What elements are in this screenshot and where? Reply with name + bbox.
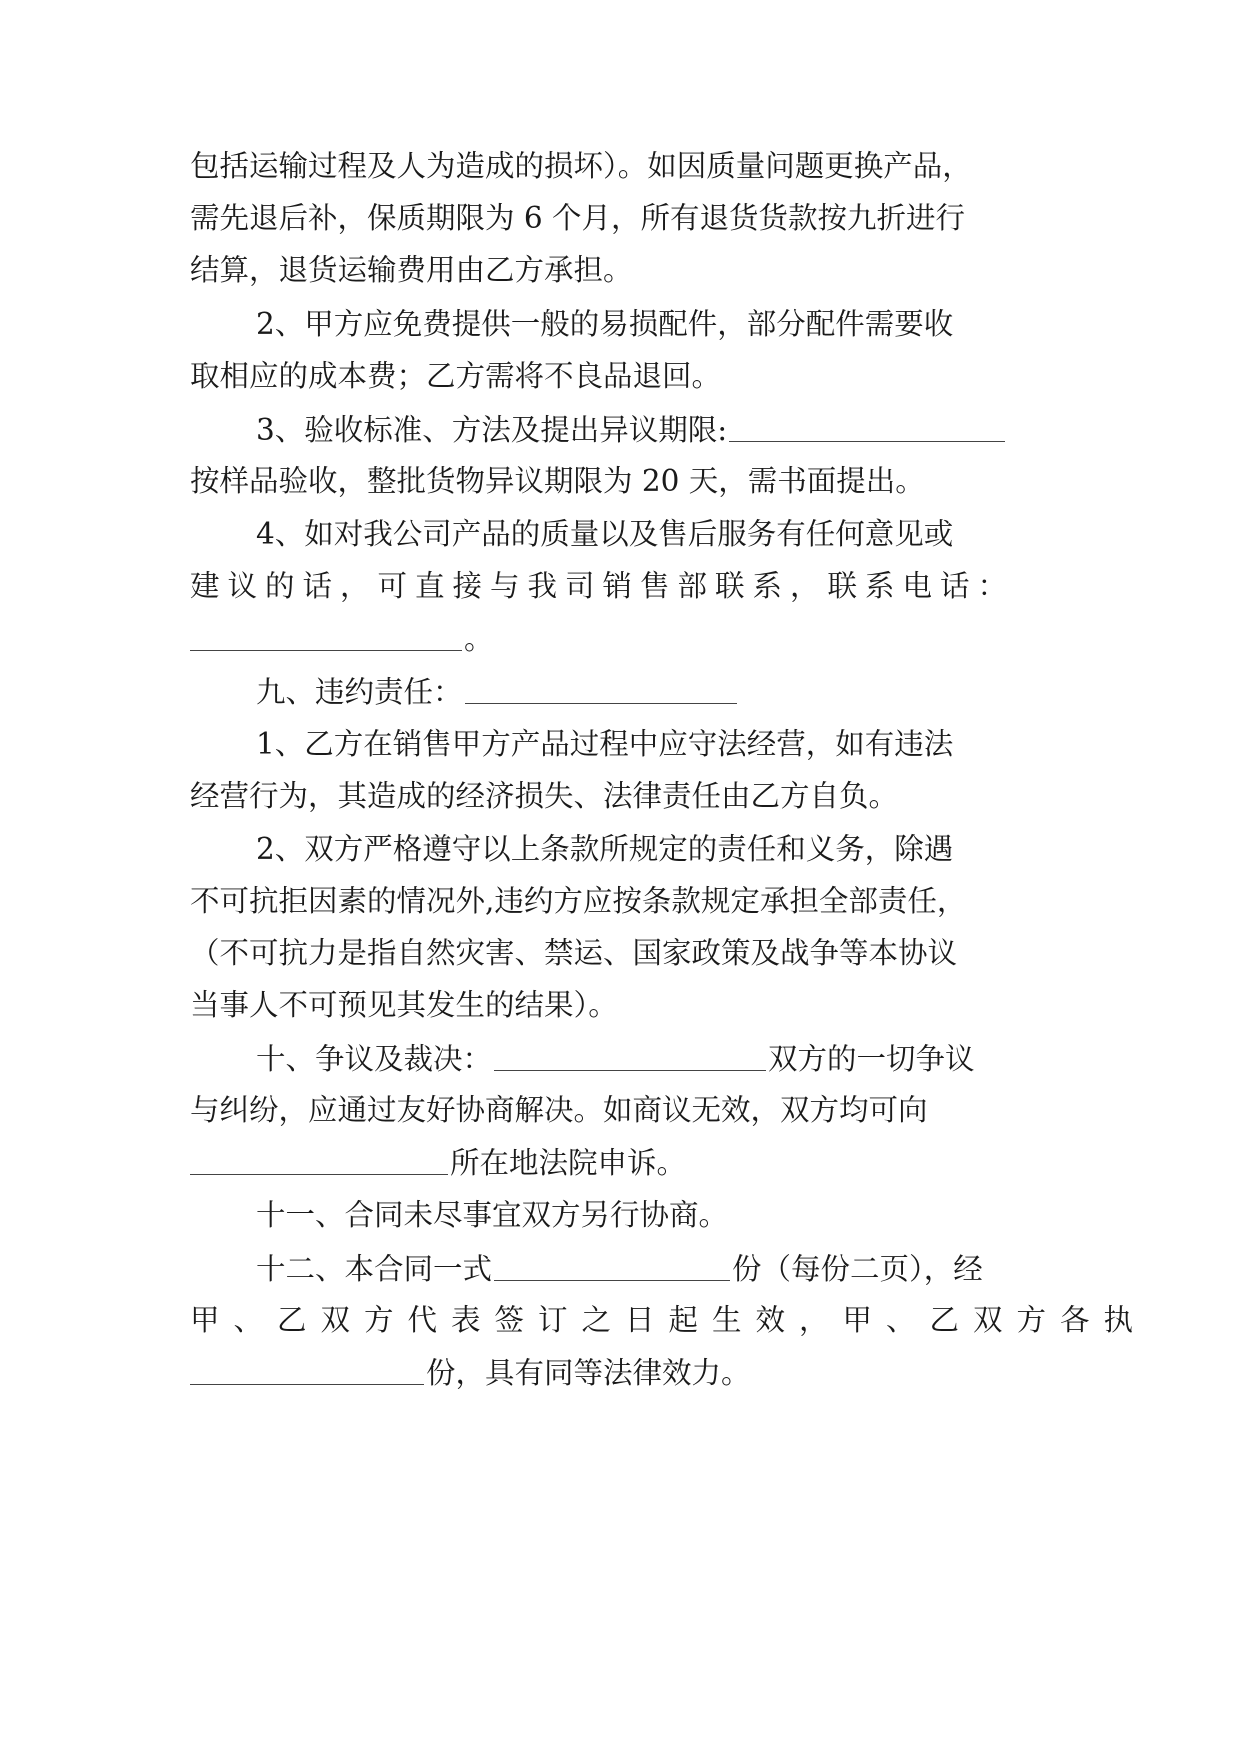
section-heading: 十一、合同未尽事宜双方另行协商。 [256, 1198, 729, 1232]
fill-in-blank[interactable] [494, 1250, 730, 1281]
section-heading: 九、违约责任： [256, 671, 1050, 711]
fill-in-blank[interactable] [190, 1354, 424, 1385]
text-line: 包括运输过程及人为造成的损坏）。如因质量问题更换产品， [190, 149, 972, 183]
text-line: 当事人不可预见其发生的结果）。 [190, 988, 618, 1022]
text-line: 与纠纷，应通过友好协商解决。如商议无效，双方均可向 [190, 1093, 928, 1127]
text-line: 结算，退货运输费用由乙方承担。 [190, 253, 633, 287]
text-line: 3、验收标准、方法及提出异议期限: [256, 409, 1050, 449]
fill-in-blank[interactable] [190, 1144, 448, 1175]
text-line: 1、乙方在销售甲方产品过程中应守法经营，如有违法 [256, 727, 954, 761]
text-line: （不可抗力是指自然灾害、禁运、国家政策及战争等本协议 [190, 936, 958, 970]
text-line: 所在地法院申诉。 [190, 1142, 1050, 1182]
text-line: 。 [190, 618, 1050, 658]
text-line: 4、如对我公司产品的质量以及售后服务有任何意见或 [256, 517, 954, 551]
fill-in-blank[interactable] [494, 1040, 766, 1071]
fill-in-blank[interactable] [190, 620, 462, 651]
section-heading: 十二、本合同一式 份（每份二页），经 [256, 1252, 983, 1286]
text-line: 份，具有同等法律效力。 [190, 1352, 1050, 1392]
section-heading: 十、争议及裁决： 双方的一切争议 [256, 1042, 975, 1076]
text-line: 甲、乙双方代表签订之日起生效，甲、乙双方各执 [190, 1303, 1148, 1337]
text-line: 2、双方严格遵守以上条款所规定的责任和义务，除遇 [256, 832, 954, 866]
text-line: 建议的话，可直接与我司销售部联系，联系电话： [190, 569, 1016, 603]
text-line: 2、甲方应免费提供一般的易损配件，部分配件需要收 [256, 307, 954, 341]
text-line: 需先退后补，保质期限为 6 个月，所有退货货款按九折进行 [190, 201, 966, 235]
text-line: 不可抗拒因素的情况外,违约方应按条款规定承担全部责任， [190, 884, 967, 918]
fill-in-blank[interactable] [729, 411, 1005, 442]
text-line: 取相应的成本费；乙方需将不良品退回。 [190, 359, 722, 393]
text-line: 经营行为，其造成的经济损失、法律责任由乙方自负。 [190, 779, 899, 813]
fill-in-blank[interactable] [465, 673, 737, 704]
text-line: 按样品验收，整批货物异议期限为 20 天，需书面提出。 [190, 464, 925, 498]
